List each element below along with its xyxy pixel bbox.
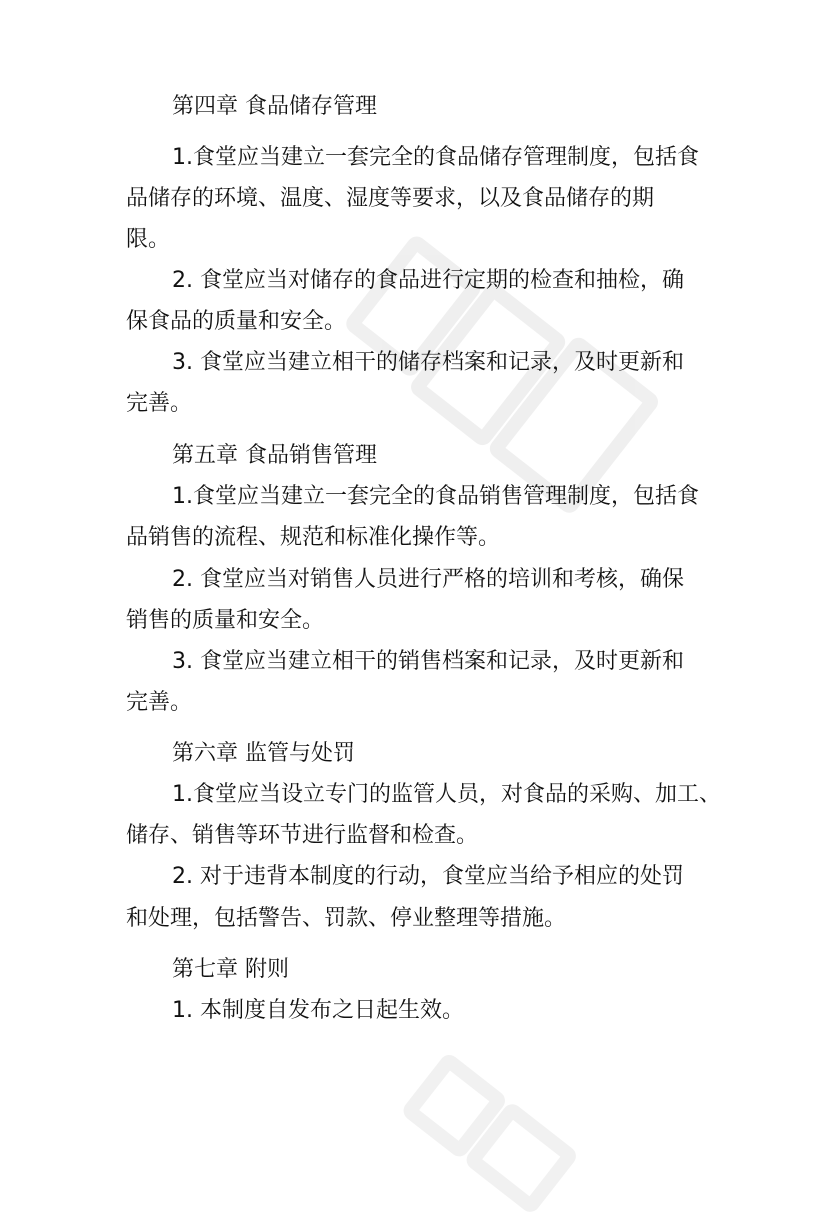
- paragraph-line: 3. 食堂应当建立相干的销售档案和记录，及时更新和: [172, 649, 684, 674]
- paragraph-line: 完善。: [126, 690, 193, 715]
- paragraph-line: 1. 本制度自发布之日起生效。: [172, 998, 464, 1023]
- paragraph-line: 保食品的质量和安全。: [126, 309, 347, 334]
- paragraph-line: 储存、销售等环节进行监督和检查。: [126, 823, 479, 848]
- paragraph-line: 1.食堂应当建立一套完全的食品储存管理制度，包括食: [172, 145, 699, 170]
- paragraph-line: 品销售的流程、规范和标准化操作等。: [126, 525, 501, 550]
- paragraph-line: 1.食堂应当建立一套完全的食品销售管理制度，包括食: [172, 484, 699, 509]
- paragraph-line: 和处理，包括警告、罚款、停业整理等措施。: [126, 906, 567, 931]
- chapter-5-heading: 第五章 食品销售管理: [172, 443, 377, 468]
- paragraph-line: 2. 对于违背本制度的行动，食堂应当给予相应的处罚: [172, 864, 684, 889]
- paragraph-line: 完善。: [126, 391, 193, 416]
- chapter-7-heading: 第七章 附则: [172, 957, 289, 982]
- paragraph-line: 销售的质量和安全。: [126, 608, 325, 633]
- paragraph-line: 2. 食堂应当对销售人员进行严格的培训和考核，确保: [172, 567, 684, 592]
- watermark-logo-bottom: [397, 1037, 604, 1223]
- paragraph-line: 3. 食堂应当建立相干的储存档案和记录，及时更新和: [172, 350, 684, 375]
- paragraph-line: 2. 食堂应当对储存的食品进行定期的检查和抽检，确: [172, 268, 684, 293]
- paragraph-line: 1.食堂应当设立专门的监管人员，对食品的采购、加工、: [172, 782, 721, 807]
- paragraph-line: 品储存的环境、温度、湿度等要求，以及食品储存的期: [126, 186, 655, 211]
- chapter-6-heading: 第六章 监管与处罚: [172, 741, 355, 766]
- paragraph-line: 限。: [126, 227, 171, 252]
- chapter-4-heading: 第四章 食品储存管理: [172, 94, 377, 119]
